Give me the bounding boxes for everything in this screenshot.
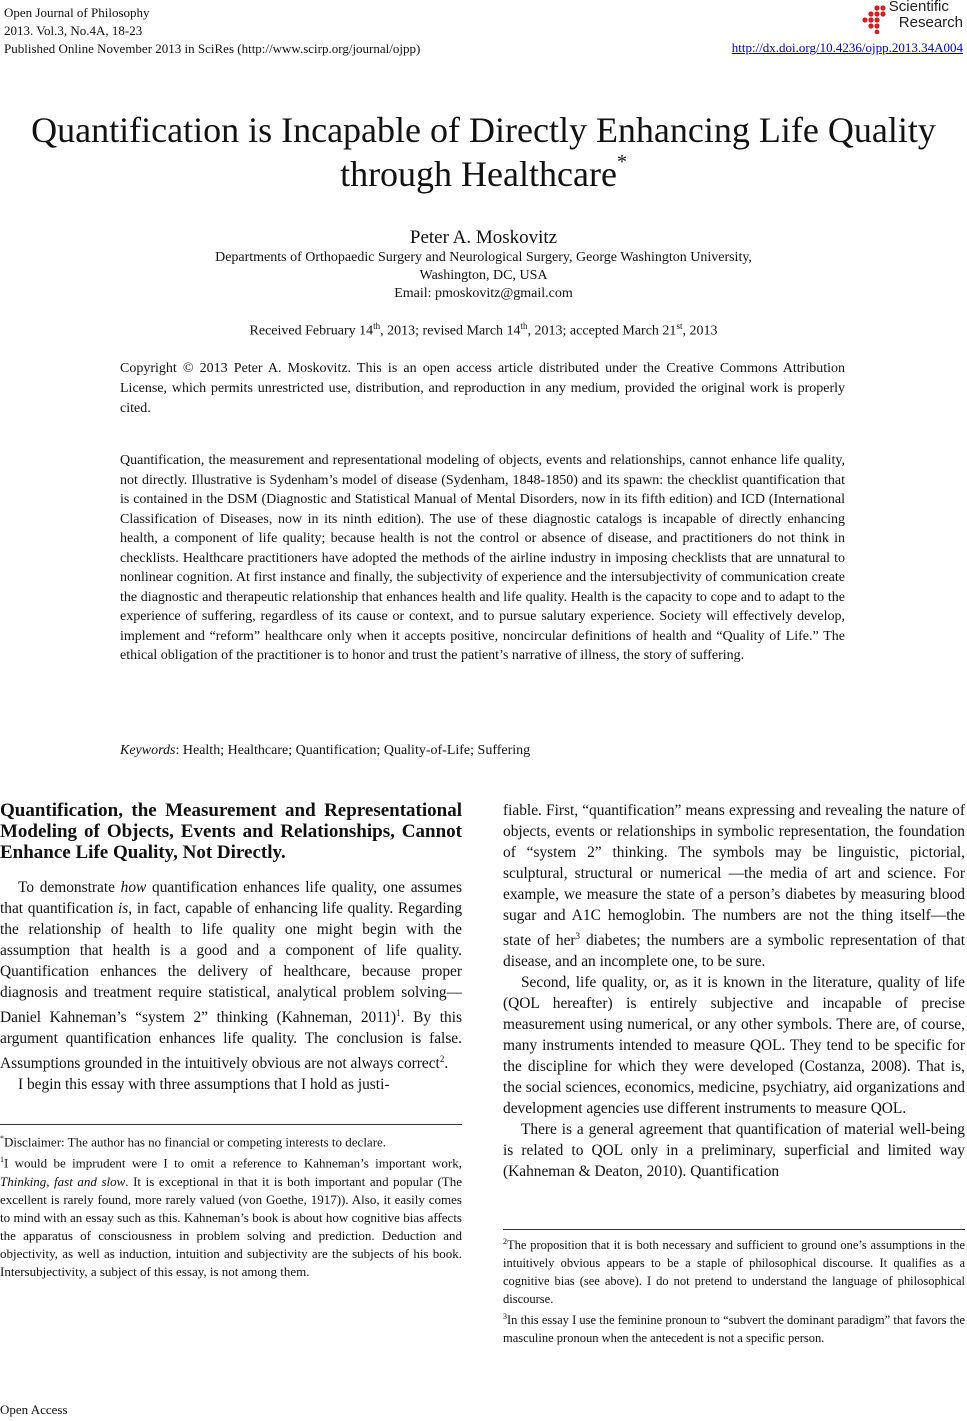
footnote-2-text: The proposition that it is both necessary and sufficient to ground one’s assumptions in the intuitively obvious appears to be a staple of philosophical discourse. It qualifies as a cognitive bias (see above). I do not pretend to understand the language of philosophical discourse. <box>503 1238 965 1307</box>
left-paragraph-1 <box>0 877 462 1074</box>
journal-name: Open Journal of Philosophy <box>4 5 150 20</box>
copyright-notice: Copyright © 2013 Peter A. Moskovitz. This is an open access article distributed under the Creative Commons Attribution License, which permits unrestricted use, distribution, and reproduction in any medium, provided the original work is properly cited. <box>120 361 845 416</box>
footnote-disclaimer <box>0 1130 462 1151</box>
footnote-mark-1: 1 <box>0 1155 4 1165</box>
footnote-3 <box>503 1308 965 1347</box>
left-column <box>0 800 462 1095</box>
p1-part-e: . <box>444 1055 449 1073</box>
author-email: Email: pmoskovitz@gmail.com <box>394 286 573 301</box>
title-line2-text: through Healthcare <box>340 154 617 194</box>
footnote-2 <box>503 1233 965 1308</box>
title-line1: Quantification is Incapable of Directly Enhancing Life Quality <box>31 110 936 150</box>
rp1-part-b: diabetes; the numbers are a symbolic representation of that disease, and an incomplete one, to be sure. <box>503 932 965 971</box>
p1-part-a: To demonstrate <box>18 879 121 896</box>
footnotes-right <box>503 1233 965 1347</box>
footnote-ref-3[interactable]: 3 <box>575 931 581 941</box>
accepted-year: , 2013 <box>682 323 718 339</box>
footnote-divider-right <box>503 1229 965 1230</box>
right-paragraph-1 <box>503 800 965 972</box>
received-sup: th <box>373 321 381 331</box>
received-dates <box>0 321 967 340</box>
accepted-text: , 2013; accepted March 21 <box>527 323 677 339</box>
footnote-3-text: In this essay I use the feminine pronoun to “subvert the dominant paradigm” that favors the masculine pronoun when the antecedent is not a specific person. <box>503 1313 965 1346</box>
footnote-1-book-title: Thinking, fast and slow <box>0 1173 126 1189</box>
logo-dots-icon <box>855 4 891 34</box>
abstract: Quantification, the measurement and representational modeling of objects, events and relationships, cannot enhance life quality, not directly. Illustrative is Sydenham’s model of disease (Sydenham, 1848-1850) and its spawn: the checklist quantification that is contained in the DSM (Diagnostic and Statistical Manual of Mental Disorders, now in its fifth edition) and ICD (International Classification of Diseases, now in its ninth edition). The use of these diagnostic catalogs is incapable of directly enhancing health, a component of life quality; because health is not the control or absence of disease, and practitioners do not think in checklists. Healthcare practitioners have adopted the methods of the airline industry in imposing checklists that are unnatural to nonlinear cognition. At first instance and finally, the subjectivity of experience and the intersubjectivity of communication create the diagnostic and therapeutic relationship that enhances health and life quality. Health is the capacity to cope and to adapt to the experience of suffering, regardless of its cause or context, and to pursue salutary experience. Society will effectively develop, implement and “reform” healthcare only when it accepts positive, noncircular definitions of health and “Quality of Life.” The ethical obligation of the practitioner is to honor and trust the patient’s narrative of illness, the story of suffering. <box>120 453 845 663</box>
right-paragraph-3: There is a general agreement that quantification of material well-being is related to QOL only in a preliminary, superficial and limited way (Kahneman & Deaton, 2010). Quantification <box>503 1121 965 1181</box>
scientific-research-logo <box>855 0 965 36</box>
left-paragraph-2: I begin this essay with three assumptions that I hold as justi- <box>18 1076 390 1094</box>
author-name: Peter A. Moskovitz <box>409 227 558 248</box>
p1-part-b: quantification enhances life quality, one assumes that quantification <box>0 879 462 917</box>
logo-line1: Scientific <box>888 0 949 15</box>
section-heading: Quantification, the Measurement and Representational Modeling of Objects, Events and Relationships, Cannot Enhance Life Quality, Not Directly. <box>0 800 462 863</box>
right-paragraph-2: Second, life quality, or, as it is known in the literature, quality of life (QOL hereafter) is entirely subjective and incapable of precise measurement using numerical, or any other symbols. There are, of course, many instruments intended to measure QOL. They tend to be specific for the discipline for which they were developed (Costanza, 2008). That is, the social sciences, economics, medicine, psychiatry, aid organizations and development agencies use different instruments to measure QOL. <box>503 974 965 1118</box>
keywords <box>120 743 530 759</box>
footnote-mark-star: * <box>0 1134 4 1143</box>
rp1-part-a: fiable. First, “quantification” means expressing and revealing the nature of objects, events or relationships in symbolic representation, the foundation of “system 2” thinking. The symbols may be linguistic, pictorial, sculptural, structural or numerical —the media of art and science. For example, we measure the state of a person’s diabetes by measuring blood sugar and A1C hemoglobin. The numbers are not the thing itself—the state of her <box>503 802 965 950</box>
received-text: Received February 14 <box>249 323 374 339</box>
journal-volume: 2013. Vol.3, No.4A, 18-23 <box>4 23 143 38</box>
revised-sup: th <box>520 321 528 331</box>
title-line2 <box>0 152 967 196</box>
logo-text <box>889 0 963 31</box>
p1-emphasis-how: how <box>120 879 147 896</box>
paper-title <box>0 108 967 196</box>
accepted-sup: st <box>676 321 683 331</box>
footnote-ref-1[interactable]: 1 <box>396 1008 401 1018</box>
p1-emphasis-is: is <box>118 900 129 917</box>
published-online: Published Online November 2013 in SciRes (http://www.scirp.org/journal/ojpp) <box>4 41 421 56</box>
footnote-1-part-b: . It is exceptional in that it is both important and popular (The excellent is rarely found, more rarely valued (von Goethe, 1917)). Also, it easily comes to mind with an essay such as this. Kahneman’s book is about how cognitive bias affects the apparatus of consciousness in problem solving and prediction. Deduction and objectivity, as well as induction, intuition and subjectivity are the subjects of his book. Intersubjectivity, a subject of this essay, is not among them. <box>0 1173 462 1279</box>
title-footnote-mark: * <box>616 151 627 173</box>
footnote-1-part-a: I would be imprudent were I to omit a reference to Kahneman’s important work, <box>4 1155 462 1171</box>
right-column <box>503 800 965 1182</box>
p1-part-d: . By this argument quantification enhances life quality. The conclusion is false. Assumptions grounded in the intuitively obvious are not always correct <box>0 1009 462 1073</box>
affiliation-line2: Washington, DC, USA <box>419 268 548 283</box>
footnote-1 <box>0 1151 462 1280</box>
footnote-mark-2: 2 <box>503 1237 507 1246</box>
p1-part-c: , in fact, capable of enhancing life quality. Regarding the relationship of health to life quality one might begin with the assumption that health is a good and a component of life quality. Quantification enhances the delivery of healthcare, because proper diagnosis and treatment require statistical, analytical problem solving—Daniel Kahneman’s “system 2” thinking (Kahneman, 2011) <box>0 900 463 1027</box>
author-affiliation <box>0 249 967 303</box>
logo-line2: Research <box>898 14 963 31</box>
footnote-divider-left <box>0 1124 462 1125</box>
keywords-label: Keywords <box>120 743 176 758</box>
footnotes-left <box>0 1130 462 1281</box>
footnote-mark-3: 3 <box>503 1312 507 1322</box>
footnote-ref-2[interactable]: 2 <box>439 1054 445 1065</box>
doi-link[interactable]: http://dx.doi.org/10.4236/ojpp.2013.34A004 <box>731 40 963 55</box>
keywords-text: : Health; Healthcare; Quantification; Quality-of-Life; Suffering <box>175 743 531 758</box>
open-access-footer: Open Access <box>0 1402 68 1417</box>
affiliation-line1: Departments of Orthopaedic Surgery and Neurological Surgery, George Washington University, <box>215 250 752 265</box>
revised-text: , 2013; revised March 14 <box>380 323 521 339</box>
footnote-disclaimer-text: Disclaimer: The author has no financial or competing interests to declare. <box>4 1134 387 1150</box>
